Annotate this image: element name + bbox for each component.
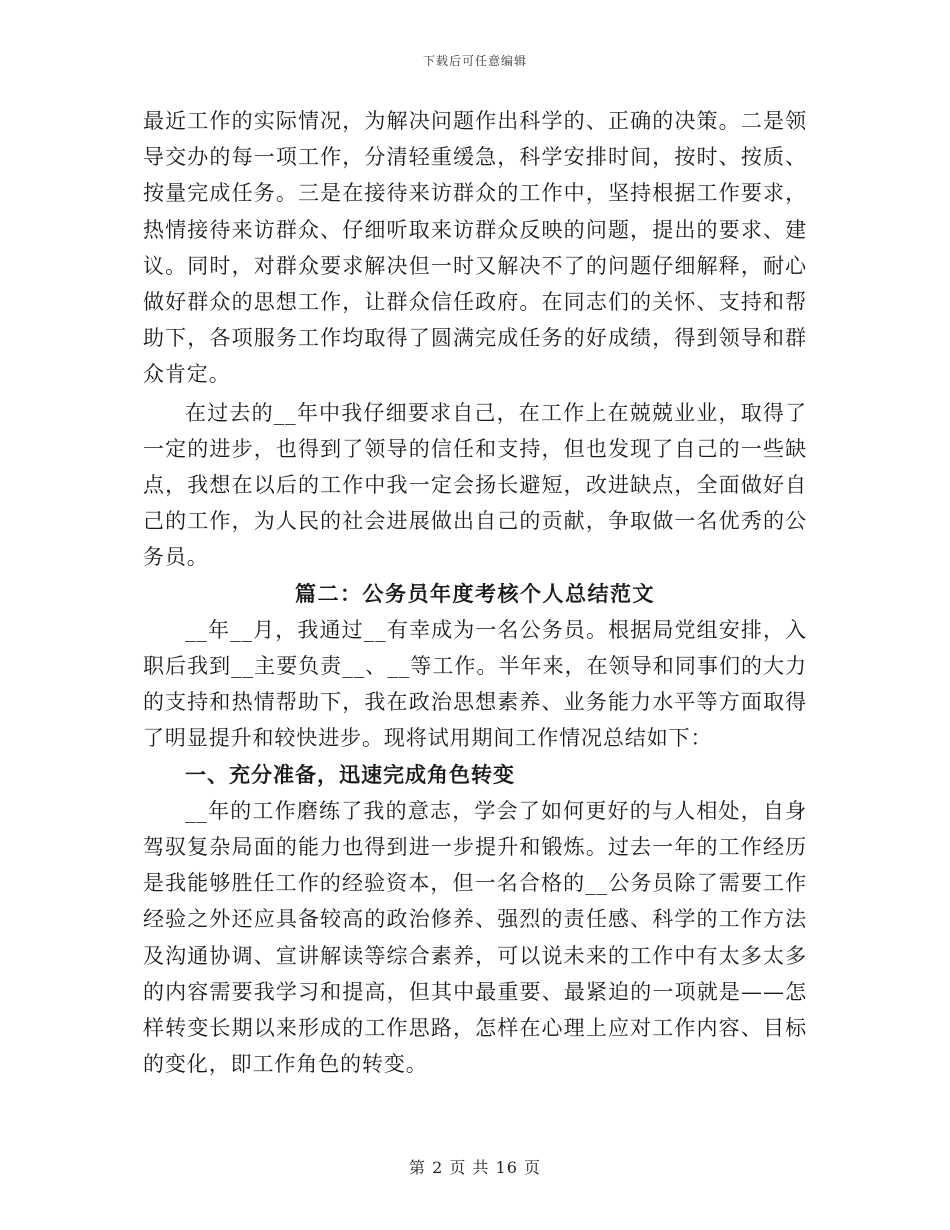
section-title: 篇二：公务员年度考核个人总结范文 (295, 580, 655, 606)
paragraph-intro: __年__月，我通过__有幸成为一名公务员。根据局党组安排，入职后我到__主要负责__、__等工作。半年来，在领导和同事们的大力的支持和热情帮助下，我在政治思想素养、业务能力水平等方面取得了明显提升和较快进步。现将试用期间工作情况总结如下： (143, 617, 807, 751)
paragraph-past-year: 在过去的__年中我仔细要求自己，在工作上在兢兢业业，取得了一定的进步，也得到了领导的信任和支持，但也发现了自己的一些缺点，我想在以后的工作中我一定会扬长避短，改进缺点，全面做好自己的工作，为人民的社会进展做出自己的贡献，争取做一名优秀的公务员。 (143, 400, 807, 570)
paragraph-continued: 最近工作的实际情况，为解决问题作出科学的、正确的决策。二是领导交办的每一项工作，分清轻重缓急，科学安排时间，按时、按质、按量完成任务。三是在接待来访群众的工作中，坚持根据工作要求，热情接待来访群众、仔细听取来访群众反映的问题，提出的要求、建议。同时，对群众要求解决但一时又解决不了的问题仔细解释，耐心做好群众的思想工作，让群众信任政府。在同志们的关怀、支持和帮助下，各项服务工作均取得了圆满完成任务的好成绩，得到领导和群众肯定。 (143, 109, 807, 387)
subheading: 一、充分准备，迅速完成角色转变 (185, 761, 515, 787)
page-number: 第 2 页 共 16 页 (409, 1158, 541, 1177)
document-body (143, 103, 807, 1082)
page-header: 下载后可任意编辑 (422, 54, 527, 68)
paragraph-role-change: __年的工作磨练了我的意志，学会了如何更好的与人相处，自身驾驭复杂局面的能力也得到进一步提升和锻炼。过去一年的工作经历是我能够胜任工作的经验资本，但一名合格的__公务员除了需要工作经验之外还应具备较高的政治修养、强烈的责任感、科学的工作方法及沟通协调、宣讲解读等综合素养，可以说未来的工作中有太多太多的内容需要我学习和提高，但其中最重要、最紧迫的一项就是——怎样转变长期以来形成的工作思路，怎样在心理上应对工作内容、目标的变化，即工作角色的转变。 (143, 798, 807, 1077)
